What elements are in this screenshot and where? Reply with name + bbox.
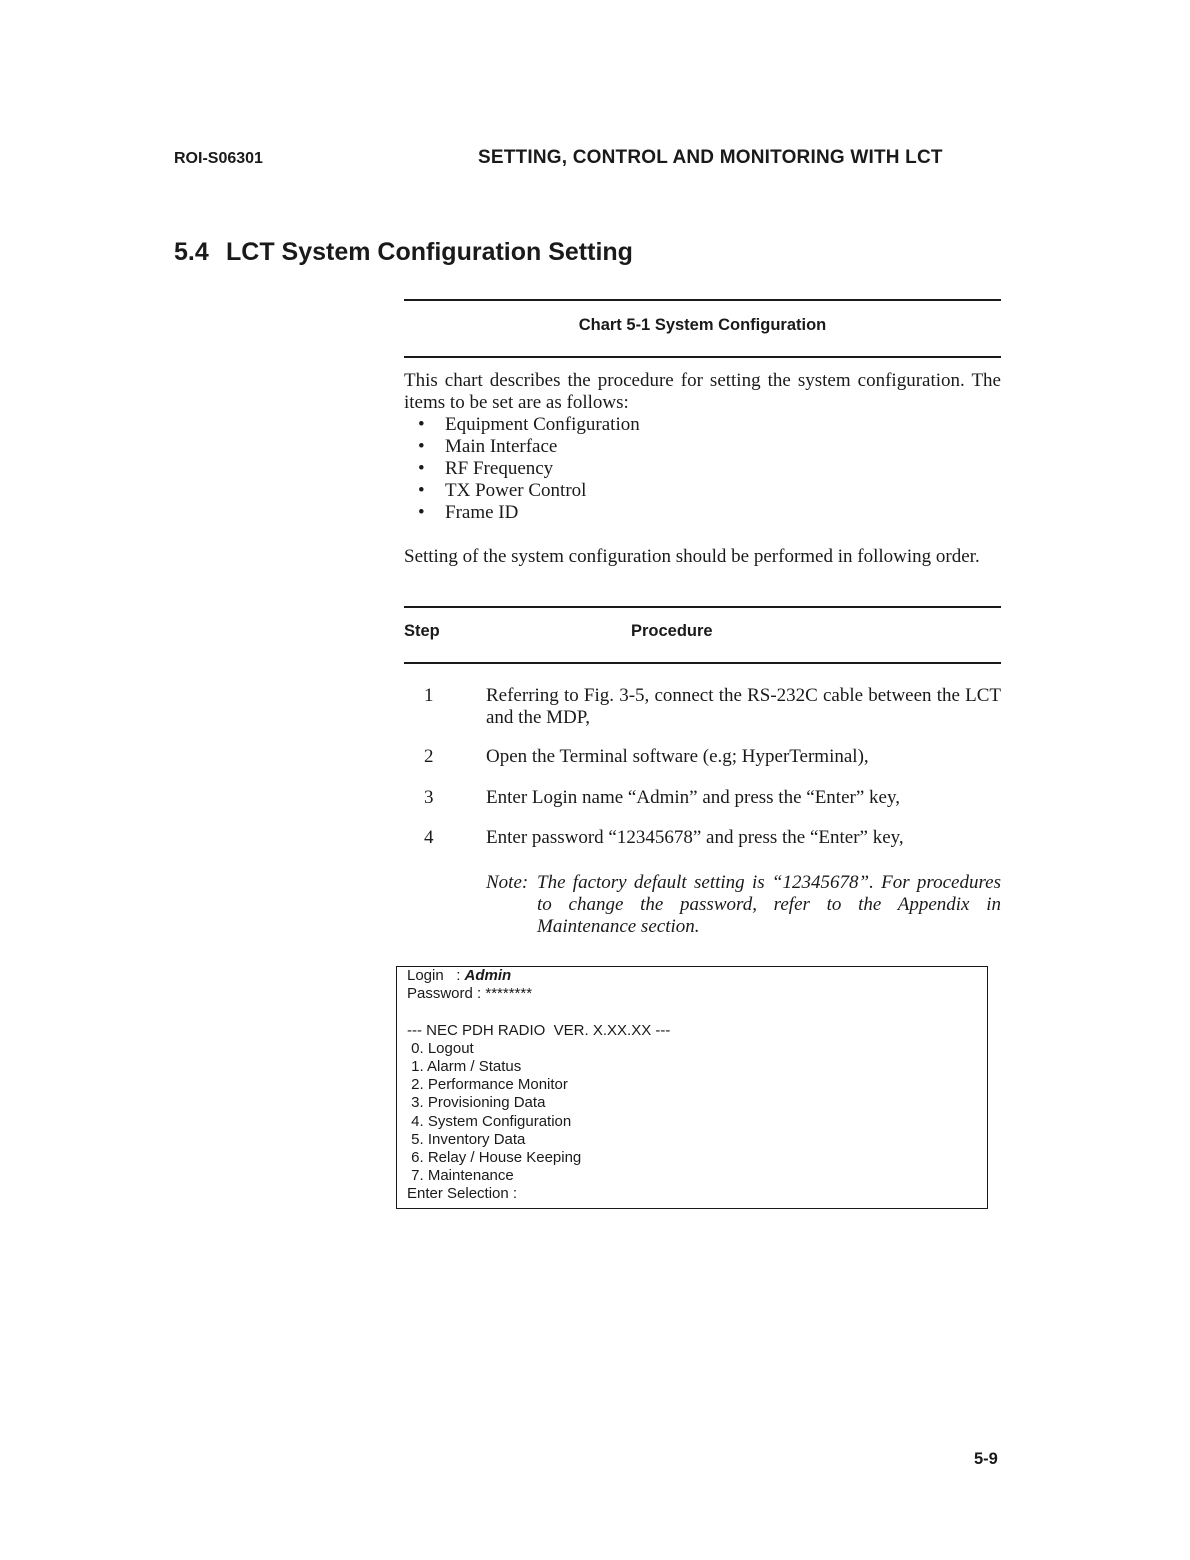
step-text: Enter password “12345678” and press the “Enter” key, <box>486 827 904 848</box>
bullet-icon: • <box>418 458 425 479</box>
list-item-label: Main Interface <box>445 436 558 457</box>
section-heading <box>174 238 633 267</box>
list-item-label: TX Power Control <box>445 480 587 501</box>
blank-line <box>407 1003 987 1021</box>
note <box>486 872 1001 938</box>
note-text: The factory default setting is “12345678”. For procedures to change the password, refer to the Appendix in Maintenance section. <box>537 872 1001 937</box>
list-item <box>418 480 640 502</box>
bullet-icon: • <box>418 502 425 523</box>
selection-prompt: Enter Selection : <box>407 1185 518 1203</box>
note-label: Note: <box>486 872 529 893</box>
list-item <box>418 458 640 480</box>
menu-item-provisioning-data: 3. Provisioning Data <box>407 1094 546 1112</box>
bullet-icon: • <box>418 414 425 435</box>
menu-item-maintenance: 7. Maintenance <box>407 1167 514 1185</box>
list-item-label: RF Frequency <box>445 458 554 479</box>
section-title: LCT System Configuration Setting <box>226 238 633 266</box>
step-text: Open the Terminal software (e.g; HyperTerminal), <box>486 746 869 767</box>
table-header-rule <box>404 662 1001 664</box>
list-item <box>418 414 640 436</box>
password-line: Password : ******** <box>407 985 533 1003</box>
running-title: SETTING, CONTROL AND MONITORING WITH LCT <box>478 147 943 168</box>
table-top-rule <box>404 606 1001 608</box>
step-text: Enter Login name “Admin” and press the “Enter” key, <box>486 787 900 808</box>
chart-bottom-rule <box>404 356 1001 358</box>
bullet-icon: • <box>418 480 425 501</box>
column-header-procedure: Procedure <box>631 622 713 640</box>
page-number: 5-9 <box>974 1450 998 1468</box>
menu-item-logout: 0. Logout <box>407 1039 474 1057</box>
step-number: 2 <box>424 746 434 767</box>
step-text: Referring to Fig. 3-5, connect the RS-232C cable between the LCT and the MDP, <box>486 685 1001 728</box>
settings-item-list <box>418 414 640 524</box>
step-number: 1 <box>424 685 434 706</box>
login-line <box>407 967 987 985</box>
terminal-screen <box>396 966 988 1209</box>
bullet-icon: • <box>418 436 425 457</box>
document-id: ROI-S06301 <box>174 150 263 167</box>
list-item-label: Equipment Configuration <box>445 414 640 435</box>
menu-title: --- NEC PDH RADIO VER. X.XX.XX --- <box>407 1021 671 1039</box>
login-label: Login : <box>407 967 465 984</box>
menu-item-performance-monitor: 2. Performance Monitor <box>407 1076 568 1094</box>
section-number: 5.4 <box>174 238 209 266</box>
menu-item-inventory-data: 5. Inventory Data <box>407 1130 526 1148</box>
list-item-label: Frame ID <box>445 502 519 523</box>
list-item <box>418 436 640 458</box>
column-header-step: Step <box>404 622 440 640</box>
chart-top-rule <box>404 299 1001 301</box>
list-item <box>418 502 640 524</box>
intro-paragraph: This chart describes the procedure for setting the system configuration. The items to be set are as follows: <box>404 370 1001 413</box>
step-number: 4 <box>424 827 434 848</box>
menu-item-system-configuration: 4. System Configuration <box>407 1112 572 1130</box>
order-paragraph: Setting of the system configuration should be performed in following order. <box>404 546 980 567</box>
menu-item-relay-house-keeping: 6. Relay / House Keeping <box>407 1149 582 1167</box>
step-number: 3 <box>424 787 434 808</box>
chart-title: Chart 5-1 System Configuration <box>578 316 827 334</box>
menu-item-alarm-status: 1. Alarm / Status <box>407 1058 522 1076</box>
login-value: Admin <box>464 967 512 984</box>
